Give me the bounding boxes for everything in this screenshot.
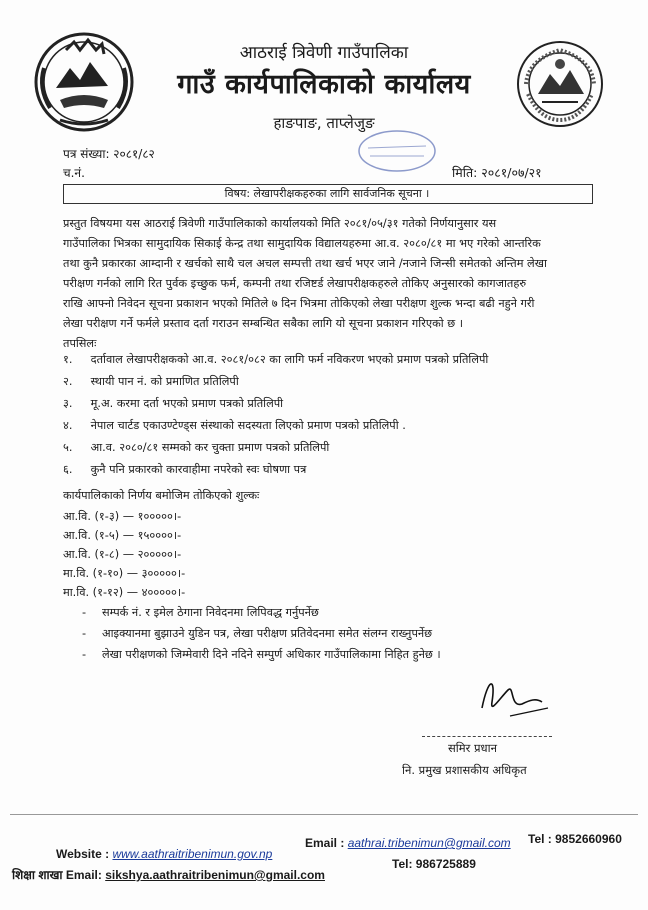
body-line: राखि आफ्नो निवेदन सूचना प्रकाशन भएको मितिले ७ दिन भित्रमा तोकिएको लेखा परीक्षण शुल्क भन्दा बढी नहुने गरी [63,297,535,310]
fees-title: कार्यपालिकाको निर्णय बमोजिम तोकिएको शुल्कः [63,489,260,502]
item-text: कुनै पनि प्रकारको कारवाहीमा नपरेको स्वः घोषणा पत्र [90,463,307,476]
fee-item: आ.वि. (१-५) — १५००००।- [63,529,182,542]
signatory-title: नि. प्रमुख प्रशासकीय अधिकृत [402,763,527,777]
item-text: मू.अ. करमा दर्ता भएको प्रमाण पत्रको प्रतिलिपी [90,397,284,410]
body-line: लेखा परीक्षण गर्ने फर्मले प्रस्ताव दर्ता गराउन सम्बन्धित सबैका लागि यो सूचना प्रकाशन गरिएको छ । [63,317,464,330]
note-item [82,647,441,662]
body-line: प्रस्तुत विषयमा यस आठराई त्रिवेणी गाउँपालिकाको कार्यालयको मिति २०८१/०५/३१ गतेको निर्णयानुसार यस [63,217,497,230]
tel-label: Tel : [528,832,552,846]
item-number: ५. [63,441,73,454]
office-stamp-mark [354,126,440,176]
body-line: गाउँपालिका भित्रका सामुदायिक सिकाई केन्द्र तथा सामुदायिक विद्यालयहरुमा आ.व. २०८०/८१ मा भए गरेको आन्तरिक [63,237,541,250]
footer-website [56,847,272,861]
dash-bullet: - [82,606,87,619]
dash-bullet: - [82,627,87,640]
note-text: लेखा परीक्षणको जिम्मेवारी दिने नदिने सम्पुर्ण अधिकार गाउँपालिकामा निहित हुनेछ । [102,648,441,661]
item-text: आ.व. २०८०/८१ सम्मको कर चुक्ता प्रमाण पत्रको प्रतिलिपी [90,441,330,454]
fee-item: मा.वि. (१-१०) — ३०००००।- [63,567,186,580]
body-line: तथा कुनै प्रकारका आम्दानी र खर्चको साथै चल अचल सम्पत्ती तथा खर्च भएर जाने /नजाने जिन्सी समेतको अन्तिम लेखा [63,257,547,270]
footer-tel [528,832,622,846]
letter-date: मिति: २०८१/०७/२१ [452,165,542,180]
item-number: १. [63,353,73,366]
item-text: स्थायी पान नं. को प्रमाणित प्रतिलिपी [90,375,239,388]
body-line: परीक्षण गर्नको लागि रित पुर्वक इच्छुक फर्म, कम्पनी तथा रजिष्टर्ड लेखापरीक्षकहरुले तोकिए अनुसारको कागजातहरु [63,277,527,290]
list-item [63,352,488,367]
footer-education-tel [392,857,476,871]
notice-body [63,214,591,334]
signature-mark [470,668,560,732]
education-email-label: शिक्षा शाखा Email: [12,868,102,882]
email-link[interactable]: aathrai.tribenimun@gmail.com [347,836,511,850]
subject-line: विषय: लेखापरीक्षकहरुका लागि सार्वजनिक सूचना । [224,187,430,200]
fee-item: आ.वि. (१-३) — १०००००।- [63,510,182,523]
note-text: आइक्यानमा बुझाउने युडिन पत्र, लेखा परीक्षण प्रतिवेदनमा समेत संलग्न राख्नुपर्नेछ [102,627,433,640]
office-address: हाङपाङ, ताप्लेजुङ [273,114,375,132]
list-item [63,396,283,411]
tel-value: 9852660960 [555,832,622,846]
item-text: नेपाल चार्टड एकाउण्टेण्ड्स संस्थाको सदस्यता लिएको प्रमाण पत्रको प्रतिलिपी . [90,419,406,432]
item-text: दर्तावाल लेखापरीक्षकको आ.व. २०८१/०८२ का लागि फर्म नविकरण भएको प्रमाण पत्रको प्रतिलिपी [90,353,489,366]
email-label: Email : [305,836,345,850]
municipality-name: आठराई त्रिवेणी गाउँपालिका [239,43,409,63]
item-number: ४. [63,419,73,432]
dispatch-number: च.नं. [63,166,85,180]
footer-email [305,836,511,850]
list-item [63,440,329,455]
letter-number: पत्र संख्या: २०८१/८२ [63,147,155,161]
dash-bullet: - [82,648,87,661]
note-text: सम्पर्क नं. र इमेल ठेगाना निवेदनमा लिपिवद्ध गर्नुपर्नेछ [102,606,319,619]
website-link[interactable]: www.aathraitribenimun.gov.np [112,847,273,861]
note-item [82,605,319,620]
footer-education [12,866,325,883]
website-label: Website : [56,847,110,861]
education-email-link[interactable]: sikshya.aathraitribenimun@gmail.com [105,868,325,882]
item-number: २. [63,375,73,388]
attachments-title: तपसिलः [63,337,97,350]
list-item [63,374,239,389]
footer-divider [10,814,638,815]
fee-item: मा.वि. (१-१२) — ४०००००।- [63,586,186,599]
item-number: ६. [63,463,73,476]
office-title: गाउँ कार्यपालिकाको कार्यालय [177,69,471,100]
fee-item: आ.वि. (१-८) — २०००००।- [63,548,182,561]
signature-line [422,736,552,737]
item-number: ३. [63,397,73,410]
education-tel-label: Tel: [392,857,413,871]
signatory-name: समिर प्रधान [448,741,497,755]
note-item [82,626,432,641]
education-tel-value: 986725889 [415,857,476,871]
list-item [63,418,406,433]
municipality-seal-logo [516,40,604,128]
list-item [63,462,306,477]
